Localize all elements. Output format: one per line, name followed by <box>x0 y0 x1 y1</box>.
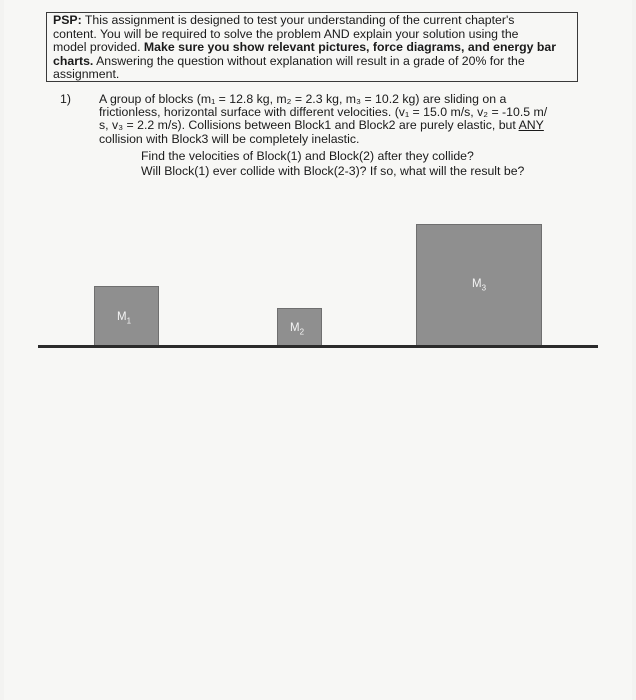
block-3 <box>416 224 542 346</box>
question-line-3-text: s, v₃ = 2.2 m/s). Collisions between Block1 and Block2 are purely elastic, but <box>99 118 519 133</box>
psp-line-2: content. You will be required to solve the problem AND explain your solution using the <box>53 26 519 41</box>
psp-line-5: assignment. <box>53 67 120 82</box>
question-number: 1) <box>60 92 71 106</box>
question-line-2: frictionless, horizontal surface with different velocities. (v₁ = 15.0 m/s, v₂ = -10.5 m/ <box>99 105 548 120</box>
sub-question-2: Will Block(1) ever collide with Block(2-3)? If so, what will the result be? <box>141 164 525 178</box>
psp-line-4-bold: charts. <box>53 53 94 68</box>
block-2 <box>277 308 322 346</box>
psp-line-4-text: Answering the question without explanation will result in a grade of 20% for the <box>93 53 525 68</box>
question-line-3-underlined: ANY <box>518 118 544 133</box>
question-line-4: collision with Block3 will be completely inelastic. <box>99 131 360 146</box>
question-line-1: A group of blocks (m₁ = 12.8 kg, m₂ = 2.3 kg, m₃ = 10.2 kg) are sliding on a <box>99 92 507 106</box>
sub-question-1: Find the velocities of Block(1) and Block(2) after they collide? <box>141 149 474 163</box>
block-1-label: $M_1$ <box>117 311 132 326</box>
block-1 <box>94 286 159 346</box>
psp-line-3-text: model provided. <box>53 40 144 55</box>
psp-line-1-text: This assignment is designed to test your understanding of the current chapter's <box>81 13 515 27</box>
psp-line-3-bold: Make sure you show relevant pictures, force diagrams, and energy bar <box>143 40 557 55</box>
psp-lead: PSP: <box>53 13 82 27</box>
block-3-label: $M_3$ <box>472 278 487 293</box>
frictionless-surface-line <box>38 345 598 348</box>
block-2-label: $M_2$ <box>290 322 305 337</box>
